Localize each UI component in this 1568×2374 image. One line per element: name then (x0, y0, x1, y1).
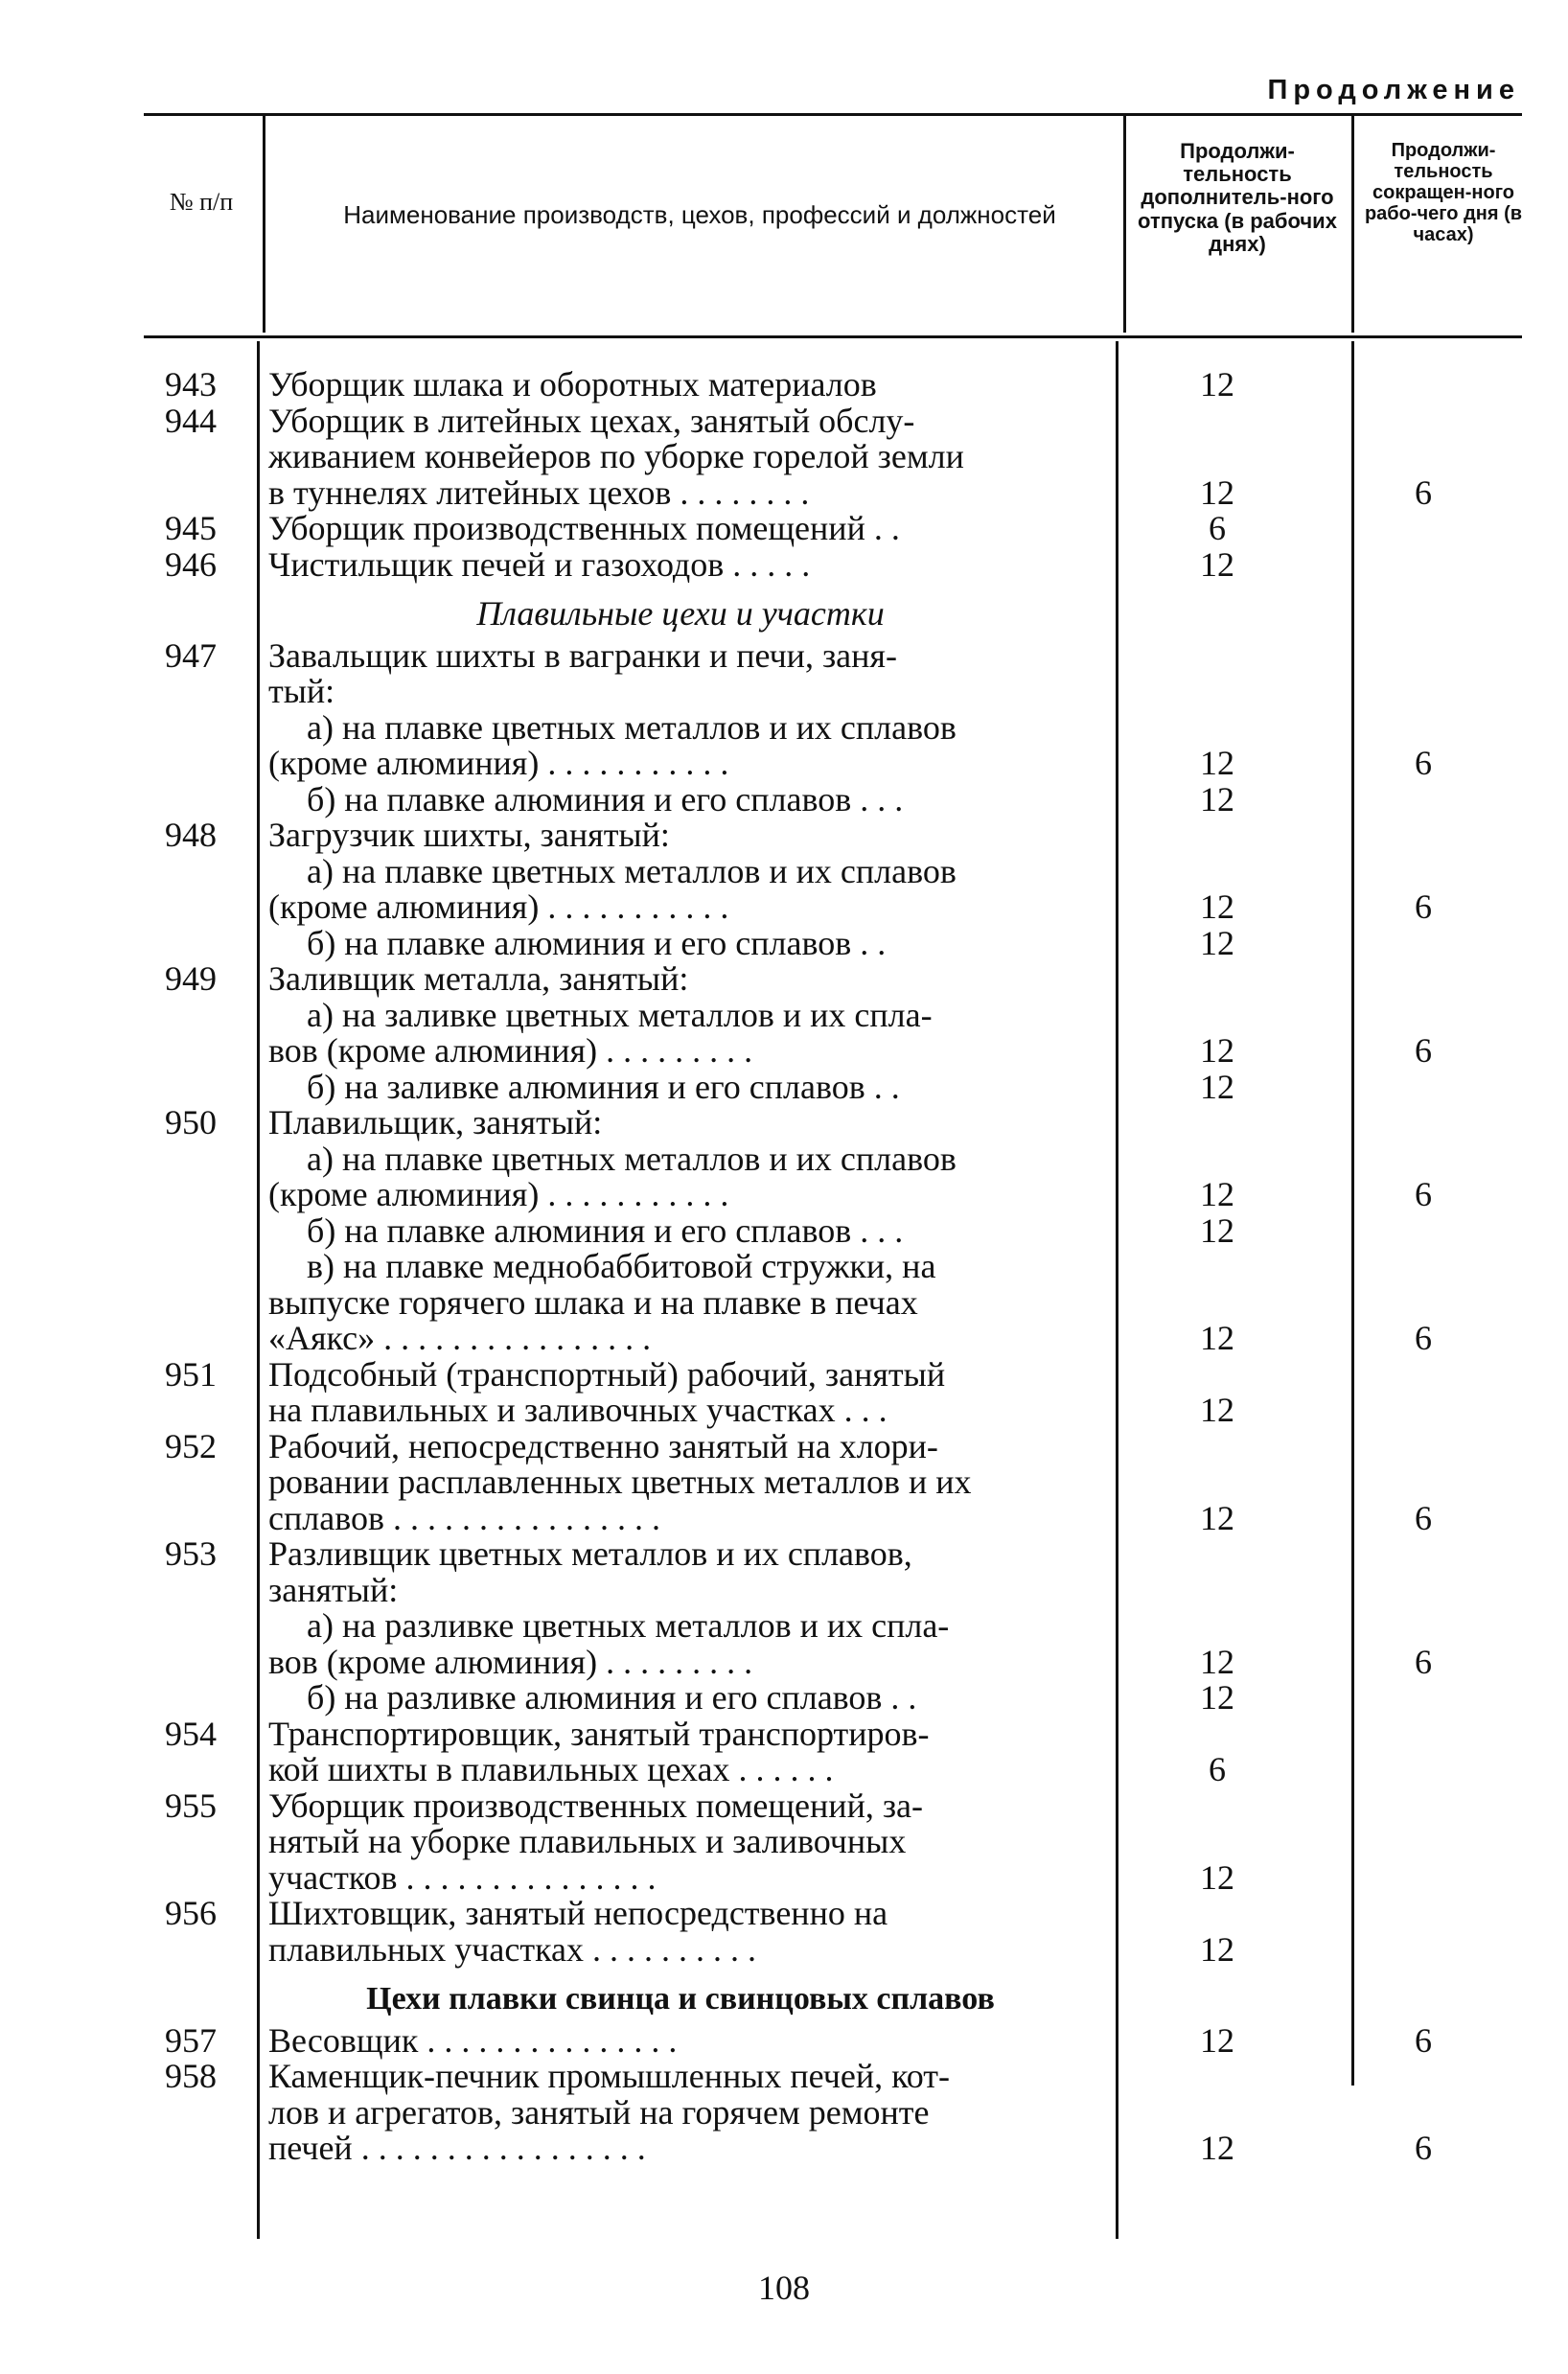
table-row (144, 818, 1553, 854)
header-vacation: Продолжи-тельность дополнитель-ного отпуска (в рабочих днях) (1138, 139, 1337, 256)
description-line: тый: (268, 672, 335, 710)
row-vacation-days: 12 (1200, 744, 1234, 782)
row-workday-hours: 6 (1415, 1642, 1432, 1681)
description-line: Завальщик шихты в вагранки и печи, заня- (268, 635, 897, 675)
row-number: 947 (165, 635, 217, 675)
row-number: 950 (165, 1103, 217, 1141)
description-line: Заливщик металла, занятый: (268, 959, 689, 998)
row-number: 949 (165, 959, 217, 998)
row-vacation-days: 12 (1200, 1210, 1234, 1250)
table-row (144, 1426, 1553, 1537)
description-line: а) на плавке цветных металлов и их сплавов (307, 851, 957, 890)
row-number: 946 (165, 544, 217, 584)
section-heading: Плавильные цехи и участки (476, 594, 885, 633)
description-line: б) на плавке алюминия и его сплавов . . . (307, 1210, 904, 1250)
description-line: участков . . . . . . . . . . . . . . . (268, 1857, 657, 1897)
header-no: № п/п (169, 188, 234, 216)
row-description (249, 2020, 1112, 2060)
row-vacation-days: 12 (1200, 923, 1234, 962)
row-description (249, 2059, 1112, 2167)
row-vacation-days: 12 (1200, 1678, 1234, 1717)
description-line: Чистильщик печей и газоходов . . . . . (268, 544, 811, 584)
table-row (144, 403, 1553, 512)
row-vacation-days: 12 (1200, 1642, 1234, 1681)
table-body (144, 367, 1553, 2167)
table-row (144, 961, 1553, 998)
description-line: (кроме алюминия) . . . . . . . . . . . (268, 744, 729, 782)
description-line: Уборщик производственных помещений, за- (268, 1786, 924, 1825)
row-description (249, 1714, 1112, 1788)
description-line: ровании расплавленных цветных металлов и их (268, 1463, 972, 1501)
row-description (249, 1680, 1112, 1717)
continued-label: Продолжение (1267, 75, 1520, 105)
row-workday-hours: 6 (1415, 472, 1432, 512)
row-description (249, 367, 1112, 403)
row-description (249, 511, 1112, 547)
row-number: 943 (165, 365, 217, 403)
row-number: 953 (165, 1534, 217, 1573)
table-row (144, 1210, 1553, 1250)
table-row (144, 1680, 1553, 1717)
description-line: Уборщик шлака и оборотных материалов (268, 365, 877, 403)
description-line: Транспортировщик, занятый транспортиров- (268, 1714, 930, 1753)
row-description (249, 544, 1112, 584)
row-description (249, 851, 1112, 926)
row-workday-hours: 6 (1415, 2129, 1432, 2167)
top-rule (144, 113, 1522, 116)
row-number: 944 (165, 401, 217, 440)
table-row (144, 923, 1553, 962)
table-row (144, 1714, 1553, 1788)
description-line: вов (кроме алюминия) . . . . . . . . . (268, 1031, 753, 1070)
page-number: 108 (758, 2269, 810, 2307)
description-line: «Аякс» . . . . . . . . . . . . . . . . (268, 1319, 652, 1357)
row-number: 955 (165, 1786, 217, 1825)
row-description (249, 1896, 1112, 1968)
row-vacation-days: 12 (1200, 1067, 1234, 1106)
description-line: а) на плавке цветных металлов и их сплавов (307, 707, 957, 747)
row-description (249, 1354, 1112, 1429)
row-vacation-days: 12 (1200, 1391, 1234, 1429)
row-number: 956 (165, 1894, 217, 1932)
row-vacation-days: 12 (1200, 1929, 1234, 1969)
row-description (249, 1426, 1112, 1537)
table-row (144, 2020, 1553, 2060)
table-row (144, 544, 1553, 584)
table-row (144, 1536, 1553, 1608)
row-vacation-days: 6 (1209, 509, 1226, 547)
row-description (249, 1141, 1112, 1213)
table-row (144, 1354, 1553, 1429)
description-line: Рабочий, непосредственно занятый на хлори- (268, 1426, 938, 1465)
description-line: сплавов . . . . . . . . . . . . . . . . (268, 1498, 660, 1537)
description-line: Уборщик в литейных цехах, занятый обслу- (268, 401, 915, 440)
table-row (144, 1788, 1553, 1897)
row-vacation-days: 6 (1209, 1750, 1226, 1788)
row-description (249, 1249, 1112, 1357)
row-description (249, 403, 1112, 512)
row-description (249, 779, 1112, 818)
header-bottom-rule (144, 335, 1522, 338)
description-line: (кроме алюминия) . . . . . . . . . . . (268, 1175, 729, 1213)
table-row (144, 1249, 1553, 1357)
row-workday-hours: 6 (1415, 1319, 1432, 1357)
table-row (144, 707, 1553, 782)
row-workday-hours: 6 (1415, 2020, 1432, 2060)
table-row (144, 1141, 1553, 1213)
column-separator-no (263, 116, 265, 333)
description-line: б) на разливке алюминия и его сплавов . . (307, 1678, 917, 1717)
row-vacation-days: 12 (1200, 2129, 1234, 2167)
description-line: Плавильщик, занятый: (268, 1103, 603, 1141)
row-vacation-days: 12 (1200, 1857, 1234, 1897)
description-line: на плавильных и заливочных участках . . . (268, 1391, 888, 1429)
description-line: плавильных участках . . . . . . . . . . (268, 1929, 757, 1969)
row-workday-hours: 6 (1415, 1498, 1432, 1537)
row-number: 954 (165, 1714, 217, 1753)
row-workday-hours: 6 (1415, 1175, 1432, 1213)
row-vacation-days: 12 (1200, 1319, 1234, 1357)
description-line: б) на заливке алюминия и его сплавов . . (307, 1067, 900, 1106)
description-line: а) на заливке цветных металлов и их спла- (307, 995, 933, 1034)
description-line: выпуске горячего шлака и на плавке в печах (268, 1282, 918, 1322)
row-vacation-days: 12 (1200, 2020, 1234, 2060)
row-description (249, 707, 1112, 782)
column-separator-vacation (1351, 116, 1354, 333)
row-description (249, 1067, 1112, 1106)
description-line: кой шихты в плавильных цехах . . . . . . (268, 1750, 834, 1788)
description-line: вов (кроме алюминия) . . . . . . . . . (268, 1642, 753, 1681)
description-line: живанием конвейеров по уборке горелой земли (268, 437, 964, 475)
row-description (249, 1536, 1112, 1608)
table-row (144, 1105, 1553, 1141)
table-row (144, 1608, 1553, 1680)
description-line: печей . . . . . . . . . . . . . . . . . (268, 2129, 646, 2167)
description-line: б) на плавке алюминия и его сплавов . . . (307, 779, 904, 818)
description-line: Каменщик-печник промышленных печей, кот- (268, 2057, 951, 2095)
row-vacation-days: 12 (1200, 472, 1234, 512)
row-description (249, 1105, 1112, 1141)
row-vacation-days: 12 (1200, 1031, 1234, 1070)
table-row (144, 367, 1553, 403)
header-workday: Продолжи-тельность сокращен-ного рабо-чего дня (в часах) (1364, 140, 1523, 245)
description-line: лов и агрегатов, занятый на горячем ремонте (268, 2092, 930, 2132)
row-workday-hours: 6 (1415, 887, 1432, 926)
row-description (249, 818, 1112, 854)
table-row (144, 779, 1553, 818)
row-number: 952 (165, 1426, 217, 1465)
description-line: б) на плавке алюминия и его сплавов . . (307, 923, 887, 962)
section-heading: Цехи плавки свинца и свинцовых сплавов (366, 1981, 995, 2017)
row-number: 945 (165, 509, 217, 547)
row-description (249, 1210, 1112, 1250)
row-description (249, 635, 1112, 710)
table-row (144, 2059, 1553, 2167)
description-line: Весовщик . . . . . . . . . . . . . . . (268, 2020, 678, 2060)
column-separator-name (1123, 116, 1126, 333)
description-line: (кроме алюминия) . . . . . . . . . . . (268, 887, 729, 926)
table-row (144, 511, 1553, 547)
row-description (249, 995, 1112, 1070)
row-number: 951 (165, 1354, 217, 1394)
table-row (144, 995, 1553, 1070)
row-vacation-days: 12 (1200, 887, 1234, 926)
description-line: а) на плавке цветных металлов и их сплавов (307, 1139, 957, 1178)
row-description (249, 1788, 1112, 1897)
row-description (249, 1608, 1112, 1680)
row-vacation-days: 12 (1200, 544, 1234, 584)
description-line: Разливщик цветных металлов и их сплавов, (268, 1534, 912, 1573)
description-line: в туннелях литейных цехов . . . . . . . . (268, 472, 810, 512)
row-description (249, 923, 1112, 962)
row-vacation-days: 12 (1200, 365, 1234, 403)
row-vacation-days: 12 (1200, 1175, 1234, 1213)
description-line: Уборщик производственных помещений . . (268, 509, 900, 547)
row-workday-hours: 6 (1415, 744, 1432, 782)
row-vacation-days: 12 (1200, 779, 1234, 818)
row-workday-hours: 6 (1415, 1031, 1432, 1070)
description-line: в) на плавке меднобаббитовой стружки, на (307, 1247, 936, 1285)
row-vacation-days: 12 (1200, 1498, 1234, 1537)
description-line: Шихтовщик, занятый непосредственно на (268, 1894, 888, 1932)
description-line: занятый: (268, 1570, 399, 1609)
row-number: 958 (165, 2057, 217, 2095)
row-description (249, 961, 1112, 998)
table-row (144, 635, 1553, 710)
header-name: Наименование производств, цехов, профессий и должностей (343, 200, 1056, 229)
row-number: 948 (165, 816, 217, 854)
description-line: Подсобный (транспортный) рабочий, занятый (268, 1354, 946, 1394)
table-row (144, 1067, 1553, 1106)
description-line: нятый на уборке плавильных и заливочных (268, 1822, 907, 1860)
table-row (144, 851, 1553, 926)
table-row (144, 1896, 1553, 1968)
description-line: а) на разливке цветных металлов и их спла- (307, 1606, 950, 1645)
row-number: 957 (165, 2020, 217, 2060)
description-line: Загрузчик шихты, занятый: (268, 816, 670, 854)
